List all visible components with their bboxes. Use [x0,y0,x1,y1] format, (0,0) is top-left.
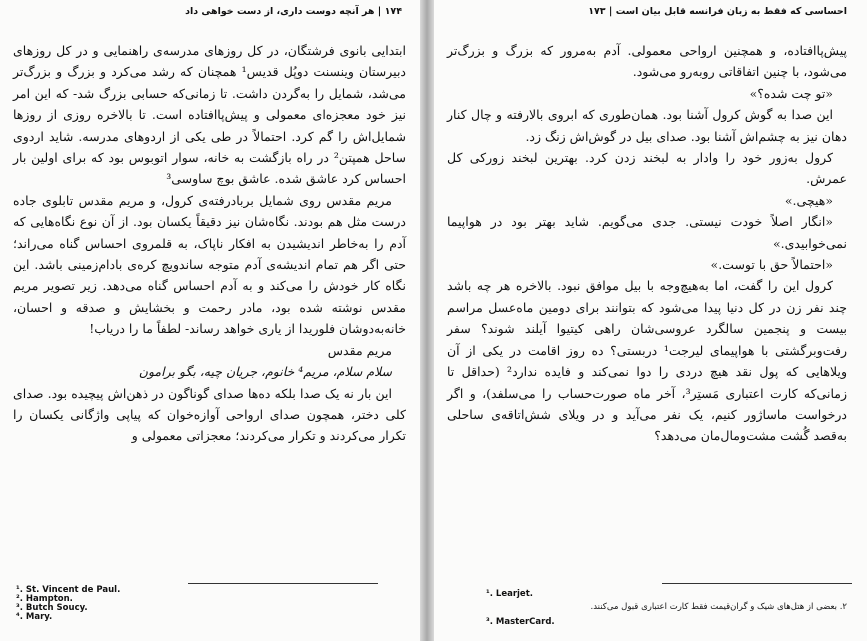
footnote: ³. Butch Soucy. [16,603,88,613]
paragraph: «تو چت شده؟» [749,85,833,101]
paragraph: کرول این را گفت، اما به‌هیچ‌وجه با بیل موافق نبود. بالاخره هر چه باشد چند نفر زن در کل دنیا پیدا می‌شود که بتوانند برای دومین ماه‌عسل مراسم بیست و پنجمین سالگرد عروسی‌شان راهی کیتیوا آیلند شوند؟ سفر رفت‌وبرگشتی با هواپیمای لیرجت¹ دربستی؟ ده روز اقامت در یکی از آن ویلاهایی که پول نقد هیچ دردی را دوا نمی‌کند و فایده ندارد² (حداقل تا زمانی‌که کارت اعتباری مَستِر³، آخر ماه صورت‌حساب را می‌سلفد)، و اگر درخواست ماساژور کنیم، یک نفر می‌آید و در ویلای شش‌اتاقه‌ی ساحلی به‌قصد گُشت مشت‌ومال‌مان می‌دهد؟ [447,278,847,444]
paragraph: این بار نه یک صدا بلکه ده‌ها صدای گوناگون در ذهن‌اش پیچیده بود. صدای کلی دختر، همچون صدای ارواحی آوازه‌خوان که پیاپی واژگانی یکسان را تکرار می‌کردند و تکرار می‌کردند؛ معجزاتی معمولی و [13,385,406,444]
paragraph: «انگار اصلاً خودت نیستی. جدی می‌گویم. شاید بهتر بود در هواپیما نمی‌خوابیدی.» [447,214,847,251]
left-page [0,0,420,641]
footnote: ³. MasterCard. [486,617,555,627]
left-page-body [13,40,406,447]
footnote-rule [188,583,378,584]
paragraph: «هیچی.» [784,192,833,208]
footnote: ۲. بعضی از هتل‌های شیک و گران‌قیمت فقط کارت اعتباری قبول می‌کنند. [590,602,847,612]
book-gutter [420,0,434,641]
footnote: ⁴. Mary. [16,612,53,622]
footnote-rule [662,583,852,584]
paragraph: مریم مقدس [327,342,392,358]
right-page-header: احساسی که فقط به زبان فرانسه قابل بیان است | ۱۷۳ [588,6,847,17]
paragraph: «احتمالاً حق با توست.» [710,257,833,273]
paragraph: سلام سلام، مریم⁴ خانوم، جریان چیه، بگو برامون [138,364,392,380]
paragraph: مریم مقدس روی شمایل بربادرفته‌ی کرول، و مریم مقدس تابلوی جاده درست مثل هم بودند. نگاه‌شان نیز دقیقاً یکسان بود. از آن نوع نگاه‌هایی که آدم را به‌خاطر اندیشیدن به افکار ناپاک، به قلمروی احساس گناه می‌راند؛ حتی اگر هم تمام اندیشه‌ی آدم متوجه ساندویچ کره‌ی بادام‌زمینی باشد. این نگاه کار خودش را می‌کند و به آدم احساس گناه می‌دهد. زیر تصویر مریم مقدس نوشته شده بود، مادر رحمت و بخشایش و صدقه و احسان، خانه‌به‌دوشان فلوریدا از یاری خواهد رساند- لطفاً ما را دریاب! [13,192,406,337]
footnote: ¹. Learjet. [486,589,533,599]
paragraph: این صدا به گوش کرول آشنا بود. همان‌طوری که ابروی بالارفته و چال کنار دهان نیز به چشم‌اش آشنا بود. صدای بیل در گوش‌اش زنگ زد. [447,107,847,144]
footnote: ¹. St. Vincent de Paul. [16,585,121,595]
paragraph: کرول به‌زور خود را وادار به لبخند زدن کرد. بهترین لبخند زورکی کل عمرش. [447,150,847,187]
paragraph: ابتدایی بانوی فرشتگان، در کل روزهای مدرسه‌ی راهنمایی و در کل روزهای دبیرستان وینسنت دوپُل قدیس¹ همچنان که رشد می‌کرد و بزرگ و بزرگ‌تر می‌شد، شمایل را به‌گردن داشت. تا زمانی‌که حسابی بزرگ شد- که این امر نیز خود معجزه‌ای معمولی و پیش‌پاافتاده است. تا بالاخره روزی از روزها شمایل‌اش را گم کرد. احتمالاً در طی یکی از اردوهای مدرسه. شاید اردوی ساحل همپتن² در راه بازگشت به خانه، سوار اتوبوس بود که برای اولین بار احساس کرد عاشق شده. عاشق بوچ ساوسی³ [13,43,406,187]
left-page-header: ۱۷۴ | هر آنچه دوست داری، از دست خواهی داد [185,6,402,17]
right-page [434,0,867,641]
footnote: ². Hampton. [16,594,73,604]
paragraph: پیش‌پاافتاده، و همچنین ارواحی معمولی. آدم به‌مرور که بزرگ و بزرگ‌تر می‌شود، با چنین اتفاقاتی روبه‌رو می‌شود. [447,43,847,80]
right-page-body [447,40,847,447]
